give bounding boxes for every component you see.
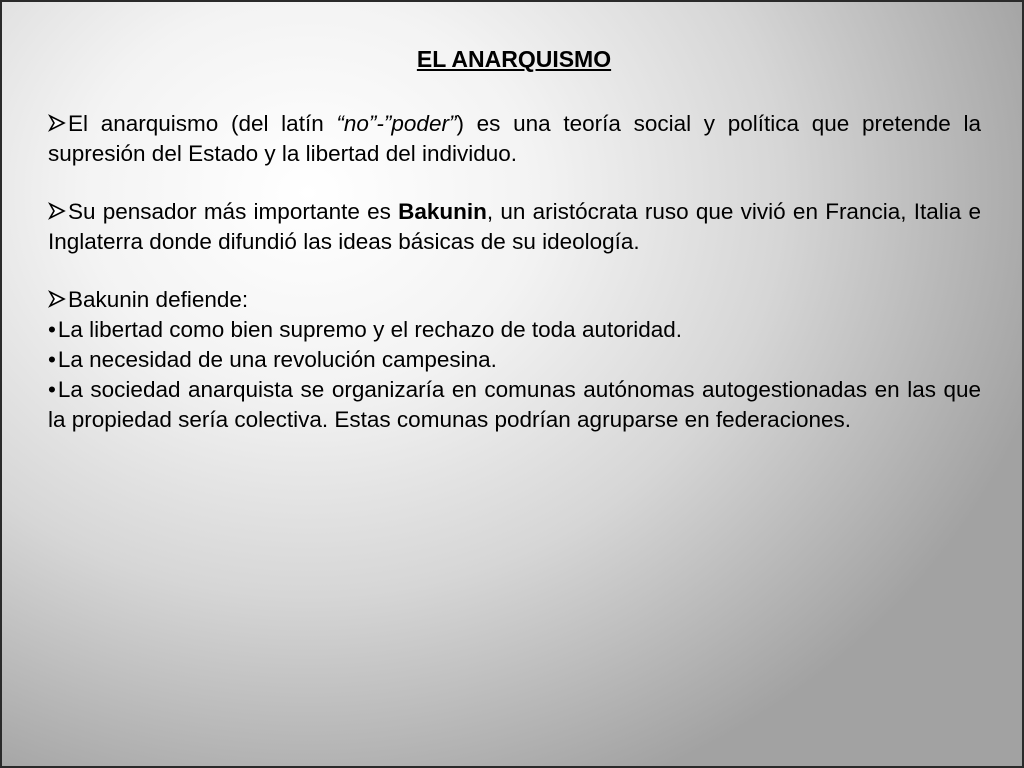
bullet-icon: •: [48, 377, 56, 402]
paragraph-thinker: [48, 197, 981, 257]
list-item-text: La sociedad anarquista se organizaría en comunas autónomas autogestionadas en las que la propiedad sería colectiva. Estas comunas podrían agruparse en federaciones.: [48, 377, 981, 432]
list-item-text: La libertad como bien supremo y el rechazo de toda autoridad.: [57, 317, 683, 342]
arrow-bullet-icon: [48, 114, 66, 132]
paragraph-defends: [48, 285, 981, 315]
slide-title: EL ANARQUISMO: [416, 46, 612, 72]
paragraph-text: , un aristócrata ruso que vivió en Francia, Italia e Inglaterra donde difundió las ideas básicas de su ideología.: [48, 199, 981, 254]
list-item: [48, 375, 981, 435]
list-item: [48, 315, 981, 345]
bullet-icon: •: [48, 317, 56, 342]
list-item: [48, 345, 981, 375]
paragraph-text: Su pensador más importante es: [68, 199, 399, 224]
arrow-bullet-icon: [48, 290, 66, 308]
paragraph-text: ) es una teoría social y política que pretende la supresión del Estado y la libertad del individuo.: [48, 111, 981, 166]
slide-content: [48, 109, 981, 435]
paragraph-definition: [48, 109, 981, 169]
list-item-text: La necesidad de una revolución campesina.: [57, 347, 497, 372]
thinker-name: Bakunin: [398, 199, 487, 224]
bullet-icon: •: [48, 347, 56, 372]
paragraph-text: Bakunin defiende:: [68, 287, 249, 312]
paragraph-text: El anarquismo (del latín: [68, 111, 337, 136]
quoted-etymology: “no”-”poder”: [336, 111, 457, 136]
arrow-bullet-icon: [48, 202, 66, 220]
